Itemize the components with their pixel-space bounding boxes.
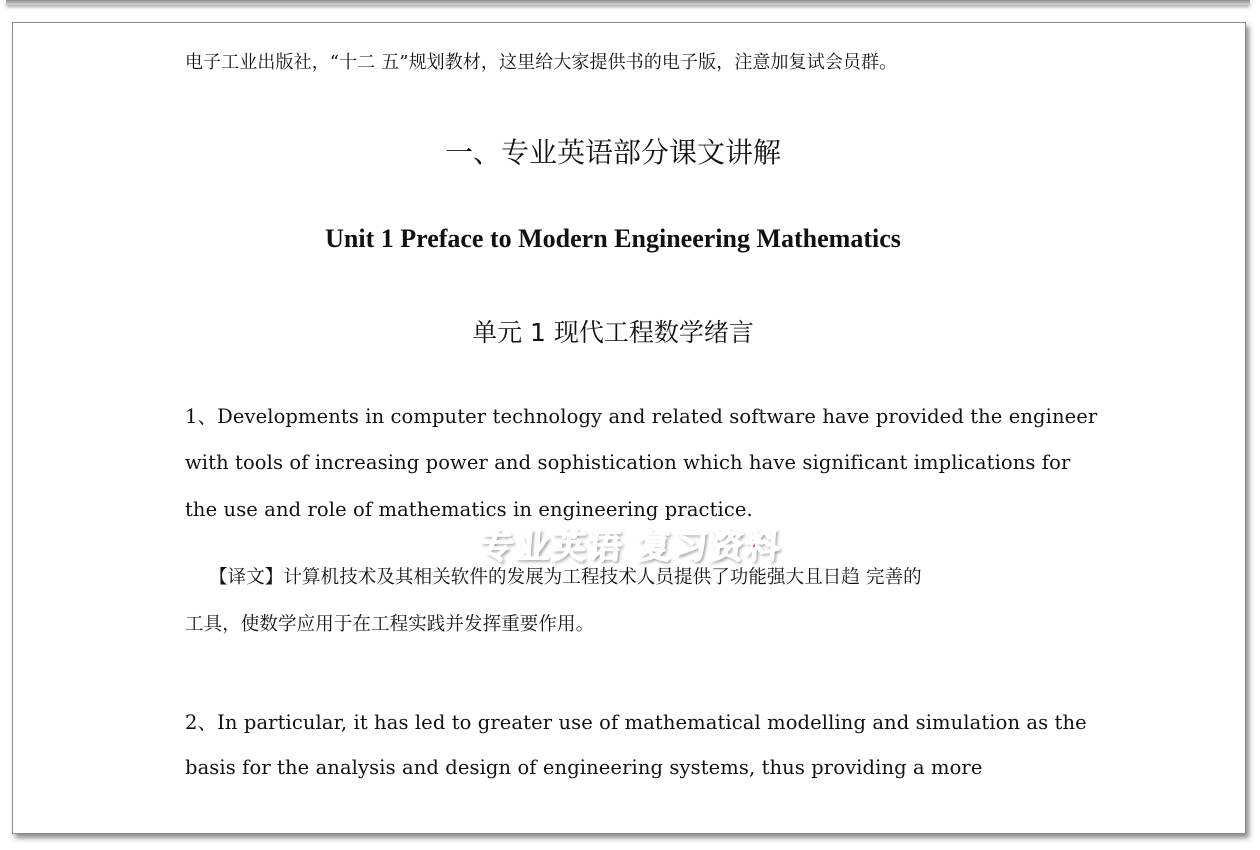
- paragraph-1-line-1: 1、Developments in computer technology and related software have provided the engineer: [185, 405, 1098, 428]
- paragraph-2-line-2: basis for the analysis and design of engineering systems, thus providing a more: [185, 756, 983, 779]
- previous-page-edge: [6, 0, 1250, 5]
- paragraph-1-line-2: with tools of increasing power and sophistication which have significant implications for: [185, 451, 1071, 474]
- intro-note: 电子工业出版社，“十二 五”规划教材，这里给大家提供书的电子版，注意加复试会员群。: [185, 52, 898, 73]
- translation-1-line-1: 【译文】计算机技术及其相关软件的发展为工程技术人员提供了功能强大且日趋 完善的: [209, 567, 922, 588]
- unit-title-english: Unit 1 Preface to Modern Engineering Mathematics: [325, 224, 901, 253]
- watermark-overlay: 专业英语 复习资料: [478, 527, 783, 567]
- translation-1-line-2: 工具，使数学应用于在工程实践并发挥重要作用。: [185, 614, 595, 635]
- unit-title-chinese: 单元 1 现代工程数学绪言: [472, 318, 754, 347]
- paragraph-2-line-1: 2、In particular, it has led to greater use of mathematical modelling and simulation as the: [185, 711, 1087, 734]
- paragraph-1-line-3: the use and role of mathematics in engineering practice.: [185, 498, 753, 521]
- section-title: 一、专业英语部分课文讲解: [444, 136, 781, 169]
- document-page: [12, 22, 1246, 834]
